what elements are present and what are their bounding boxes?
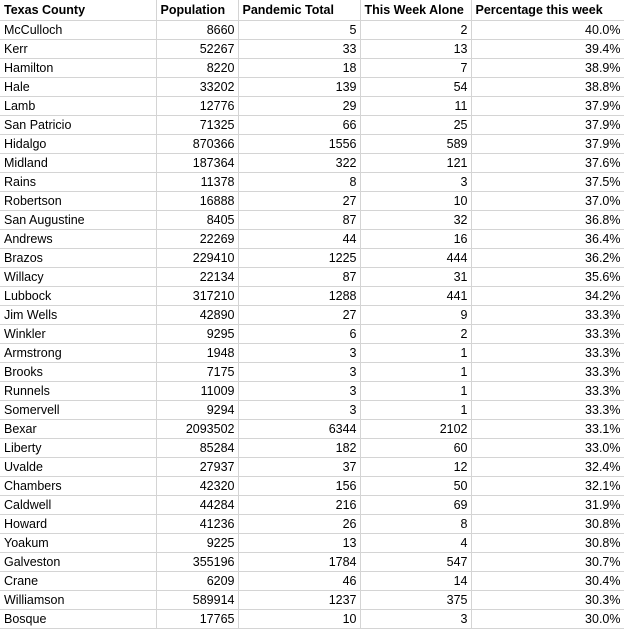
percentage-cell[interactable]: 33.3% bbox=[471, 400, 624, 419]
percentage-cell[interactable]: 37.0% bbox=[471, 191, 624, 210]
population-cell[interactable]: 71325 bbox=[156, 115, 238, 134]
percentage-cell[interactable]: 30.8% bbox=[471, 514, 624, 533]
header-cell-percentage-this-week[interactable]: Percentage this week bbox=[471, 0, 624, 20]
header-cell-texas-county[interactable]: Texas County bbox=[0, 0, 156, 20]
this-week-cell[interactable]: 11 bbox=[360, 96, 471, 115]
county-cell[interactable]: Andrews bbox=[0, 229, 156, 248]
percentage-cell[interactable]: 38.8% bbox=[471, 77, 624, 96]
percentage-cell[interactable]: 40.0% bbox=[471, 20, 624, 39]
county-cell[interactable]: Bexar bbox=[0, 419, 156, 438]
county-cell[interactable]: Lamb bbox=[0, 96, 156, 115]
table-row bbox=[0, 286, 624, 305]
this-week-cell[interactable]: 9 bbox=[360, 305, 471, 324]
table-row bbox=[0, 514, 624, 533]
this-week-cell[interactable]: 14 bbox=[360, 571, 471, 590]
percentage-cell[interactable]: 33.3% bbox=[471, 381, 624, 400]
population-cell[interactable]: 9294 bbox=[156, 400, 238, 419]
this-week-cell[interactable]: 16 bbox=[360, 229, 471, 248]
this-week-cell[interactable]: 441 bbox=[360, 286, 471, 305]
population-cell[interactable]: 17765 bbox=[156, 609, 238, 628]
table-row bbox=[0, 172, 624, 191]
percentage-cell[interactable]: 36.4% bbox=[471, 229, 624, 248]
population-cell[interactable]: 317210 bbox=[156, 286, 238, 305]
percentage-cell[interactable]: 37.9% bbox=[471, 115, 624, 134]
population-cell[interactable]: 9225 bbox=[156, 533, 238, 552]
pandemic-total-cell[interactable]: 27 bbox=[238, 191, 360, 210]
pandemic-total-cell[interactable]: 156 bbox=[238, 476, 360, 495]
county-cell[interactable]: San Augustine bbox=[0, 210, 156, 229]
county-cell[interactable]: Winkler bbox=[0, 324, 156, 343]
population-cell[interactable]: 2093502 bbox=[156, 419, 238, 438]
pandemic-total-cell[interactable]: 33 bbox=[238, 39, 360, 58]
percentage-cell[interactable]: 39.4% bbox=[471, 39, 624, 58]
percentage-cell[interactable]: 33.3% bbox=[471, 324, 624, 343]
county-cell[interactable]: Hamilton bbox=[0, 58, 156, 77]
population-cell[interactable]: 1948 bbox=[156, 343, 238, 362]
population-cell[interactable]: 11009 bbox=[156, 381, 238, 400]
this-week-cell[interactable]: 1 bbox=[360, 381, 471, 400]
percentage-cell[interactable]: 37.9% bbox=[471, 134, 624, 153]
table-row bbox=[0, 438, 624, 457]
table-row bbox=[0, 305, 624, 324]
percentage-cell[interactable]: 33.0% bbox=[471, 438, 624, 457]
table-row bbox=[0, 495, 624, 514]
table-row bbox=[0, 77, 624, 96]
header-cell-population[interactable]: Population bbox=[156, 0, 238, 20]
this-week-cell[interactable]: 121 bbox=[360, 153, 471, 172]
county-cell[interactable]: Uvalde bbox=[0, 457, 156, 476]
pandemic-total-cell[interactable]: 3 bbox=[238, 362, 360, 381]
table-row bbox=[0, 20, 624, 39]
pandemic-total-cell[interactable]: 1288 bbox=[238, 286, 360, 305]
percentage-cell[interactable]: 38.9% bbox=[471, 58, 624, 77]
table-row bbox=[0, 400, 624, 419]
pandemic-total-cell[interactable]: 29 bbox=[238, 96, 360, 115]
this-week-cell[interactable]: 1 bbox=[360, 400, 471, 419]
population-cell[interactable]: 41236 bbox=[156, 514, 238, 533]
percentage-cell[interactable]: 31.9% bbox=[471, 495, 624, 514]
county-cell[interactable]: Runnels bbox=[0, 381, 156, 400]
pandemic-total-cell[interactable]: 10 bbox=[238, 609, 360, 628]
this-week-cell[interactable]: 10 bbox=[360, 191, 471, 210]
table-row bbox=[0, 229, 624, 248]
pandemic-total-cell[interactable]: 44 bbox=[238, 229, 360, 248]
percentage-cell[interactable]: 32.1% bbox=[471, 476, 624, 495]
table-row bbox=[0, 153, 624, 172]
county-cell[interactable]: Caldwell bbox=[0, 495, 156, 514]
county-cell[interactable]: Crane bbox=[0, 571, 156, 590]
this-week-cell[interactable]: 31 bbox=[360, 267, 471, 286]
population-cell[interactable]: 229410 bbox=[156, 248, 238, 267]
population-cell[interactable]: 44284 bbox=[156, 495, 238, 514]
pandemic-total-cell[interactable]: 6344 bbox=[238, 419, 360, 438]
population-cell[interactable]: 52267 bbox=[156, 39, 238, 58]
header-cell-pandemic-total[interactable]: Pandemic Total bbox=[238, 0, 360, 20]
header-cell-this-week-alone[interactable]: This Week Alone bbox=[360, 0, 471, 20]
population-cell[interactable]: 8220 bbox=[156, 58, 238, 77]
percentage-cell[interactable]: 37.5% bbox=[471, 172, 624, 191]
table-row bbox=[0, 248, 624, 267]
pandemic-total-cell[interactable]: 8 bbox=[238, 172, 360, 191]
percentage-cell[interactable]: 37.9% bbox=[471, 96, 624, 115]
pandemic-total-cell[interactable]: 5 bbox=[238, 20, 360, 39]
this-week-cell[interactable]: 444 bbox=[360, 248, 471, 267]
table-row bbox=[0, 590, 624, 609]
percentage-cell[interactable]: 30.8% bbox=[471, 533, 624, 552]
this-week-cell[interactable]: 375 bbox=[360, 590, 471, 609]
county-cell[interactable]: Armstrong bbox=[0, 343, 156, 362]
this-week-cell[interactable]: 3 bbox=[360, 609, 471, 628]
population-cell[interactable]: 12776 bbox=[156, 96, 238, 115]
population-cell[interactable]: 6209 bbox=[156, 571, 238, 590]
table-row bbox=[0, 39, 624, 58]
header-row bbox=[0, 0, 624, 20]
county-cell[interactable]: Bosque bbox=[0, 609, 156, 628]
table-body bbox=[0, 20, 624, 628]
this-week-cell[interactable]: 50 bbox=[360, 476, 471, 495]
percentage-cell[interactable]: 30.4% bbox=[471, 571, 624, 590]
this-week-cell[interactable]: 32 bbox=[360, 210, 471, 229]
population-cell[interactable]: 42320 bbox=[156, 476, 238, 495]
pandemic-total-cell[interactable]: 322 bbox=[238, 153, 360, 172]
percentage-cell[interactable]: 36.8% bbox=[471, 210, 624, 229]
table-row bbox=[0, 324, 624, 343]
table-row bbox=[0, 476, 624, 495]
percentage-cell[interactable]: 32.4% bbox=[471, 457, 624, 476]
population-cell[interactable]: 16888 bbox=[156, 191, 238, 210]
percentage-cell[interactable]: 33.3% bbox=[471, 362, 624, 381]
county-cell[interactable]: Liberty bbox=[0, 438, 156, 457]
table-row bbox=[0, 381, 624, 400]
pandemic-total-cell[interactable]: 3 bbox=[238, 381, 360, 400]
table-row bbox=[0, 552, 624, 571]
population-cell[interactable]: 8660 bbox=[156, 20, 238, 39]
this-week-cell[interactable]: 12 bbox=[360, 457, 471, 476]
table-row bbox=[0, 343, 624, 362]
county-cell[interactable]: Somervell bbox=[0, 400, 156, 419]
population-cell[interactable]: 11378 bbox=[156, 172, 238, 191]
county-cell[interactable]: Rains bbox=[0, 172, 156, 191]
pandemic-total-cell[interactable]: 216 bbox=[238, 495, 360, 514]
table-row bbox=[0, 609, 624, 628]
population-cell[interactable]: 7175 bbox=[156, 362, 238, 381]
county-cell[interactable]: Robertson bbox=[0, 191, 156, 210]
pandemic-total-cell[interactable]: 1556 bbox=[238, 134, 360, 153]
pandemic-total-cell[interactable]: 37 bbox=[238, 457, 360, 476]
table-row bbox=[0, 533, 624, 552]
population-cell[interactable]: 22269 bbox=[156, 229, 238, 248]
county-cell[interactable]: Williamson bbox=[0, 590, 156, 609]
county-cell[interactable]: Brooks bbox=[0, 362, 156, 381]
this-week-cell[interactable]: 547 bbox=[360, 552, 471, 571]
pandemic-total-cell[interactable]: 3 bbox=[238, 400, 360, 419]
this-week-cell[interactable]: 54 bbox=[360, 77, 471, 96]
table-row bbox=[0, 571, 624, 590]
county-cell[interactable]: Jim Wells bbox=[0, 305, 156, 324]
table-row bbox=[0, 457, 624, 476]
this-week-cell[interactable]: 1 bbox=[360, 362, 471, 381]
county-cell[interactable]: Hale bbox=[0, 77, 156, 96]
pandemic-total-cell[interactable]: 1784 bbox=[238, 552, 360, 571]
population-cell[interactable]: 22134 bbox=[156, 267, 238, 286]
this-week-cell[interactable]: 589 bbox=[360, 134, 471, 153]
this-week-cell[interactable]: 13 bbox=[360, 39, 471, 58]
percentage-cell[interactable]: 34.2% bbox=[471, 286, 624, 305]
population-cell[interactable]: 187364 bbox=[156, 153, 238, 172]
this-week-cell[interactable]: 69 bbox=[360, 495, 471, 514]
county-cell[interactable]: Chambers bbox=[0, 476, 156, 495]
county-cell[interactable]: McCulloch bbox=[0, 20, 156, 39]
pandemic-total-cell[interactable]: 18 bbox=[238, 58, 360, 77]
percentage-cell[interactable]: 36.2% bbox=[471, 248, 624, 267]
percentage-cell[interactable]: 33.3% bbox=[471, 343, 624, 362]
pandemic-total-cell[interactable]: 26 bbox=[238, 514, 360, 533]
this-week-cell[interactable]: 2102 bbox=[360, 419, 471, 438]
this-week-cell[interactable]: 2 bbox=[360, 20, 471, 39]
county-cell[interactable]: Willacy bbox=[0, 267, 156, 286]
population-cell[interactable]: 355196 bbox=[156, 552, 238, 571]
pandemic-total-cell[interactable]: 182 bbox=[238, 438, 360, 457]
pandemic-total-cell[interactable]: 13 bbox=[238, 533, 360, 552]
percentage-cell[interactable]: 33.1% bbox=[471, 419, 624, 438]
this-week-cell[interactable]: 1 bbox=[360, 343, 471, 362]
pandemic-total-cell[interactable]: 27 bbox=[238, 305, 360, 324]
population-cell[interactable]: 33202 bbox=[156, 77, 238, 96]
pandemic-total-cell[interactable]: 87 bbox=[238, 267, 360, 286]
table-row bbox=[0, 115, 624, 134]
county-cell[interactable]: Lubbock bbox=[0, 286, 156, 305]
pandemic-total-cell[interactable]: 66 bbox=[238, 115, 360, 134]
population-cell[interactable]: 8405 bbox=[156, 210, 238, 229]
county-cell[interactable]: San Patricio bbox=[0, 115, 156, 134]
pandemic-total-cell[interactable]: 6 bbox=[238, 324, 360, 343]
this-week-cell[interactable]: 25 bbox=[360, 115, 471, 134]
population-cell[interactable]: 9295 bbox=[156, 324, 238, 343]
table-row bbox=[0, 267, 624, 286]
this-week-cell[interactable]: 2 bbox=[360, 324, 471, 343]
table-row bbox=[0, 210, 624, 229]
this-week-cell[interactable]: 7 bbox=[360, 58, 471, 77]
table-row bbox=[0, 362, 624, 381]
pandemic-total-cell[interactable]: 1225 bbox=[238, 248, 360, 267]
population-cell[interactable]: 589914 bbox=[156, 590, 238, 609]
percentage-cell[interactable]: 33.3% bbox=[471, 305, 624, 324]
this-week-cell[interactable]: 60 bbox=[360, 438, 471, 457]
pandemic-total-cell[interactable]: 1237 bbox=[238, 590, 360, 609]
pandemic-total-cell[interactable]: 87 bbox=[238, 210, 360, 229]
population-cell[interactable]: 85284 bbox=[156, 438, 238, 457]
county-cell[interactable]: Kerr bbox=[0, 39, 156, 58]
table-row bbox=[0, 96, 624, 115]
table-row bbox=[0, 419, 624, 438]
this-week-cell[interactable]: 3 bbox=[360, 172, 471, 191]
county-cell[interactable]: Brazos bbox=[0, 248, 156, 267]
pandemic-total-cell[interactable]: 46 bbox=[238, 571, 360, 590]
county-cell[interactable]: Galveston bbox=[0, 552, 156, 571]
percentage-cell[interactable]: 37.6% bbox=[471, 153, 624, 172]
percentage-cell[interactable]: 30.0% bbox=[471, 609, 624, 628]
population-cell[interactable]: 42890 bbox=[156, 305, 238, 324]
table-row bbox=[0, 134, 624, 153]
county-cell[interactable]: Hidalgo bbox=[0, 134, 156, 153]
pandemic-total-cell[interactable]: 3 bbox=[238, 343, 360, 362]
county-cell[interactable]: Midland bbox=[0, 153, 156, 172]
percentage-cell[interactable]: 30.3% bbox=[471, 590, 624, 609]
table-row bbox=[0, 58, 624, 77]
county-cell[interactable]: Yoakum bbox=[0, 533, 156, 552]
pandemic-total-cell[interactable]: 139 bbox=[238, 77, 360, 96]
percentage-cell[interactable]: 35.6% bbox=[471, 267, 624, 286]
county-cell[interactable]: Howard bbox=[0, 514, 156, 533]
population-cell[interactable]: 870366 bbox=[156, 134, 238, 153]
table-row bbox=[0, 191, 624, 210]
this-week-cell[interactable]: 4 bbox=[360, 533, 471, 552]
this-week-cell[interactable]: 8 bbox=[360, 514, 471, 533]
population-cell[interactable]: 27937 bbox=[156, 457, 238, 476]
percentage-cell[interactable]: 30.7% bbox=[471, 552, 624, 571]
